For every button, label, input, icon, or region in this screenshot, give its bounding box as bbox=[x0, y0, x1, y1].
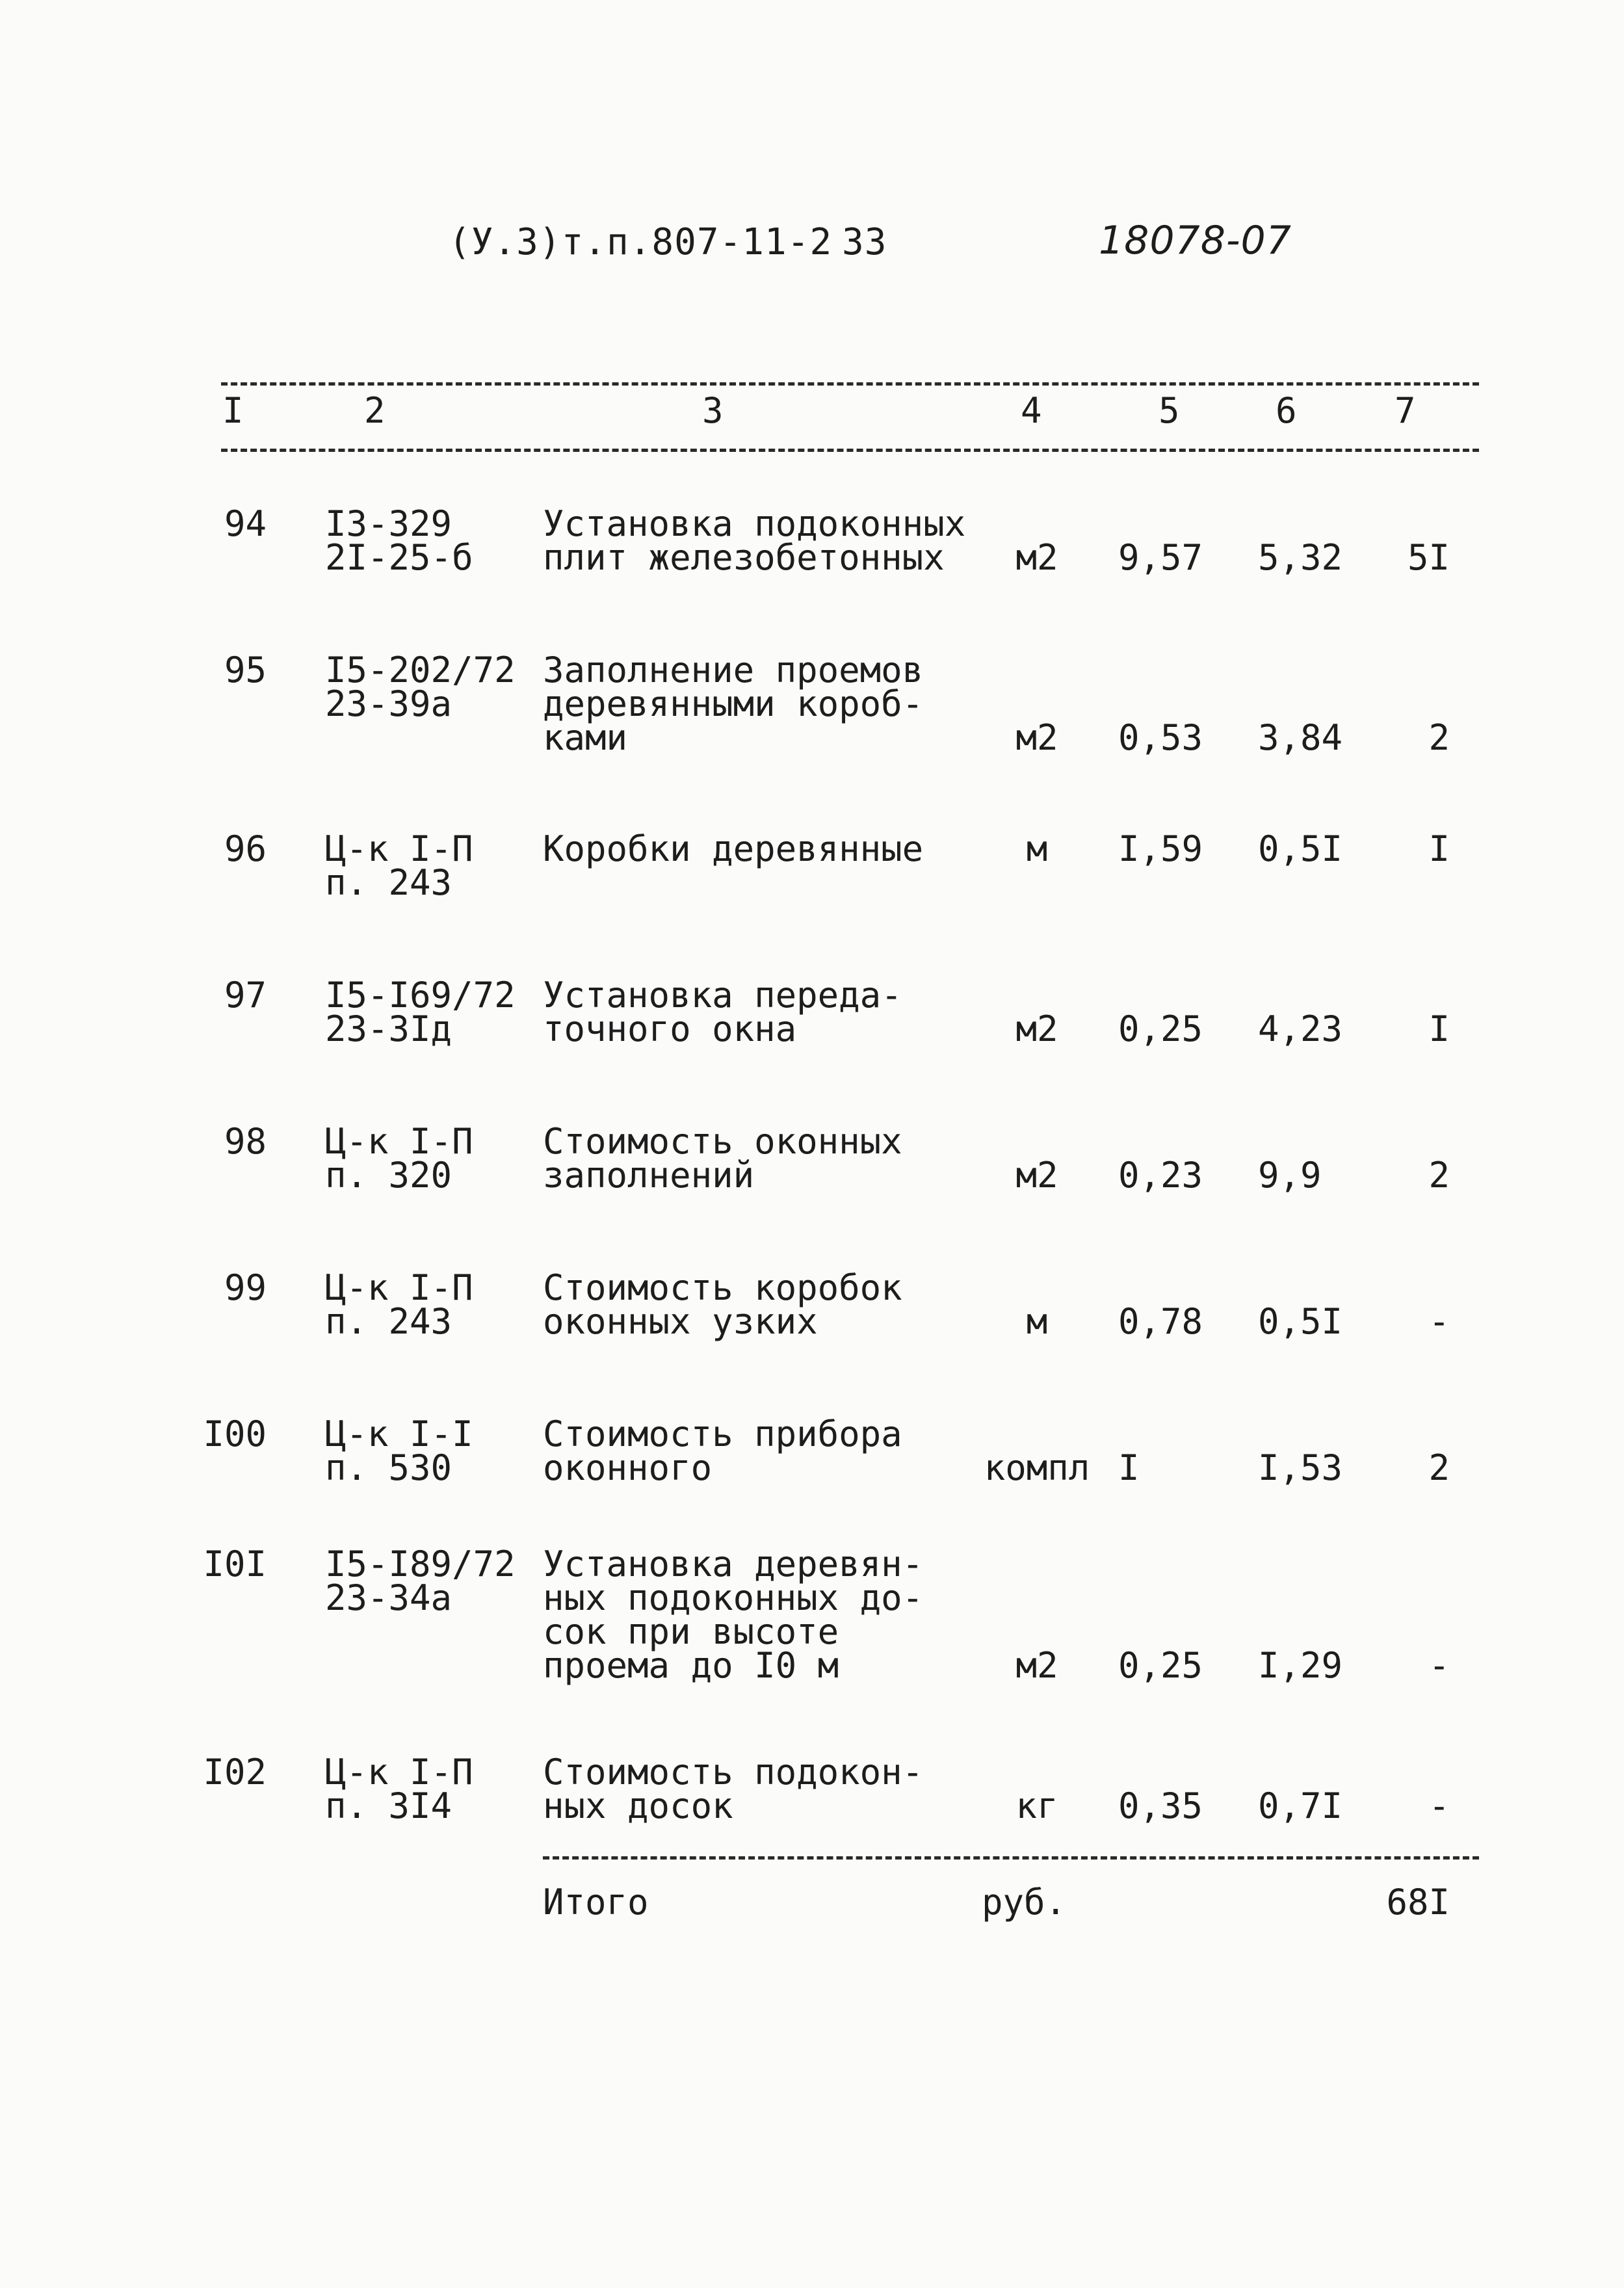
column-header-1: I bbox=[222, 390, 244, 431]
quantity: 0,35 bbox=[1118, 1785, 1203, 1826]
unit: м bbox=[1026, 828, 1048, 869]
column-header-3: 3 bbox=[702, 390, 724, 431]
row-number: 95 bbox=[224, 650, 267, 690]
column-header-4: 4 bbox=[1021, 390, 1042, 431]
summary-label: Итого bbox=[543, 1882, 649, 1923]
summary-unit: руб. bbox=[982, 1882, 1067, 1923]
row-number: I02 bbox=[203, 1752, 267, 1793]
work-description: Установка подоконных плит железобетонных bbox=[543, 503, 966, 578]
work-description: Стоимость подокон- ных досок bbox=[543, 1752, 924, 1826]
unit-price: I,29 bbox=[1258, 1645, 1343, 1686]
header-bottom-rule bbox=[221, 449, 1479, 452]
row-number: I0I bbox=[203, 1544, 267, 1585]
rate-code: Ц-к I-П п. 3I4 bbox=[325, 1752, 473, 1826]
quantity: 0,78 bbox=[1118, 1301, 1203, 1342]
unit: м2 bbox=[1015, 537, 1058, 578]
unit: компл bbox=[984, 1447, 1090, 1488]
unit: м2 bbox=[1015, 1008, 1058, 1049]
work-description: Установка деревян- ных подоконных до- сок при высоте проема до I0 м bbox=[543, 1544, 924, 1686]
row-total: - bbox=[1428, 1645, 1450, 1686]
column-header-7: 7 bbox=[1395, 390, 1416, 431]
page-number: 33 bbox=[842, 221, 887, 263]
rate-code: I3-329 2I-25-б bbox=[325, 503, 473, 578]
unit-price: 9,9 bbox=[1258, 1155, 1322, 1196]
row-total: 2 bbox=[1428, 1155, 1450, 1196]
work-description: Коробки деревянные bbox=[543, 828, 924, 869]
quantity: 0,23 bbox=[1118, 1155, 1203, 1196]
row-number: 96 bbox=[224, 828, 267, 869]
doc-reference: (У.3)т.п.807-11-2 bbox=[449, 221, 833, 263]
archive-number: 18078-07 bbox=[1099, 218, 1292, 263]
unit: м bbox=[1026, 1301, 1048, 1342]
row-total: - bbox=[1428, 1301, 1450, 1342]
row-number: 97 bbox=[224, 975, 267, 1016]
work-description: Установка переда- точного окна bbox=[543, 975, 902, 1049]
quantity: 0,53 bbox=[1118, 717, 1203, 758]
total-rule bbox=[543, 1856, 1479, 1860]
row-number: 94 bbox=[224, 503, 267, 544]
row-number: 98 bbox=[224, 1121, 267, 1162]
rate-code: Ц-к I-П п. 243 bbox=[325, 828, 473, 903]
quantity: 9,57 bbox=[1118, 537, 1203, 578]
row-number: I00 bbox=[203, 1414, 267, 1454]
work-description: Стоимость оконных заполнений bbox=[543, 1121, 902, 1196]
row-total: 2 bbox=[1428, 717, 1450, 758]
quantity: I,59 bbox=[1118, 828, 1203, 869]
column-header-5: 5 bbox=[1159, 390, 1180, 431]
unit: м2 bbox=[1015, 1155, 1058, 1196]
work-description: Заполнение проемов деревянными короб- ками bbox=[543, 650, 924, 758]
row-total: 2 bbox=[1428, 1447, 1450, 1488]
quantity: 0,25 bbox=[1118, 1008, 1203, 1049]
row-number: 99 bbox=[224, 1267, 267, 1308]
quantity: 0,25 bbox=[1118, 1645, 1203, 1686]
quantity: I bbox=[1118, 1447, 1140, 1488]
rate-code: Ц-к I-П п. 243 bbox=[325, 1267, 473, 1342]
rate-code: Ц-к I-П п. 320 bbox=[325, 1121, 473, 1196]
unit-price: 0,7I bbox=[1258, 1785, 1343, 1826]
unit: м2 bbox=[1015, 717, 1058, 758]
rate-code: Ц-к I-I п. 530 bbox=[325, 1414, 473, 1488]
column-header-6: 6 bbox=[1276, 390, 1297, 431]
row-total: I bbox=[1428, 828, 1450, 869]
unit-price: 0,5I bbox=[1258, 828, 1343, 869]
row-total: - bbox=[1428, 1785, 1450, 1826]
unit: кг bbox=[1015, 1785, 1058, 1826]
unit-price: 5,32 bbox=[1258, 537, 1343, 578]
unit-price: 4,23 bbox=[1258, 1008, 1343, 1049]
row-total: 5I bbox=[1407, 537, 1450, 578]
unit-price: 0,5I bbox=[1258, 1301, 1343, 1342]
unit-price: I,53 bbox=[1258, 1447, 1343, 1488]
rate-code: I5-202/72 23-39а bbox=[325, 650, 516, 724]
work-description: Стоимость коробок оконных узких bbox=[543, 1267, 902, 1342]
column-header-2: 2 bbox=[364, 390, 386, 431]
unit: м2 bbox=[1015, 1645, 1058, 1686]
rate-code: I5-I69/72 23-3Iд bbox=[325, 975, 516, 1049]
row-total: I bbox=[1428, 1008, 1450, 1049]
summary-total: 68I bbox=[1386, 1882, 1450, 1923]
header-top-rule bbox=[221, 382, 1479, 386]
unit-price: 3,84 bbox=[1258, 717, 1343, 758]
rate-code: I5-I89/72 23-34а bbox=[325, 1544, 516, 1618]
work-description: Стоимость прибора оконного bbox=[543, 1414, 902, 1488]
